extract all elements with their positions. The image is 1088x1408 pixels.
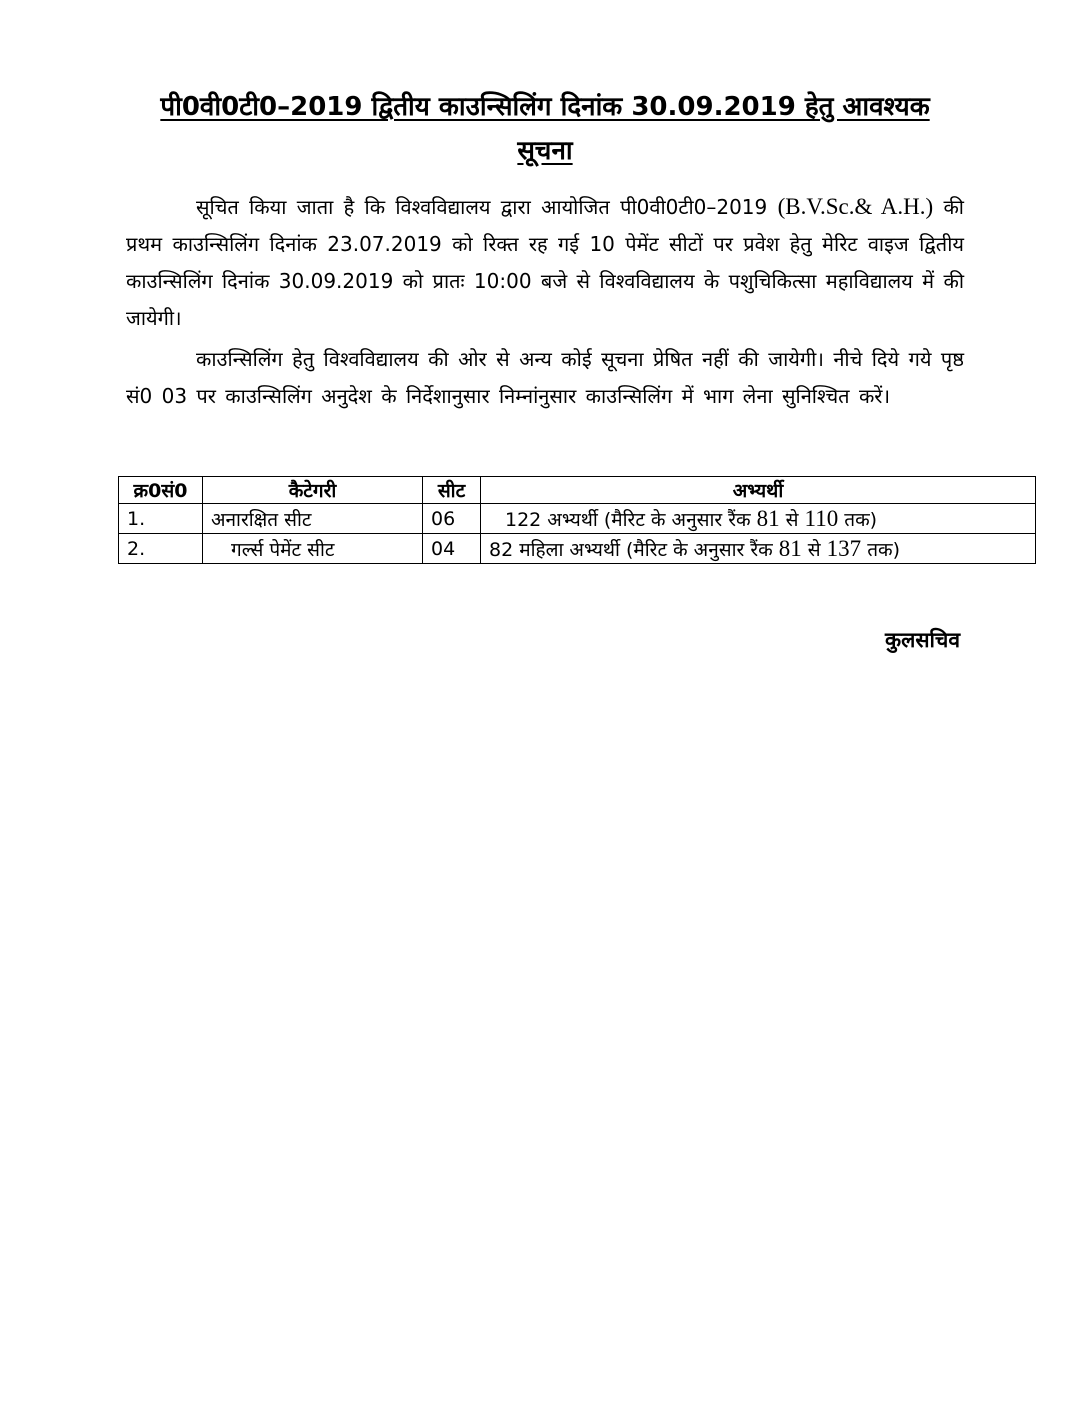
cell-seats: 06	[423, 504, 481, 534]
notice-title: पी0वी0टी0–2019 द्वितीय काउन्सिलिंग दिनांक 30.09.2019 हेतु आवश्यक	[160, 92, 930, 122]
paragraph-1-rest: की प्रथम काउन्सिलिंग दिनांक 23.07.2019 को रिक्त रह गई 10 पेमेंट सीटों पर प्रवेश हेतु मेरिट वाइज द्वितीय काउन्सिलिंग दिनांक 30.09.2019 को प्रातः 10:00 बजे से विश्वविद्यालय के पशुचिकित्सा महाविद्यालय में की जायेगी।	[126, 195, 965, 330]
cell-serial-no: 1.	[119, 504, 203, 534]
course-name: (B.V.Sc.& A.H.)	[777, 194, 934, 219]
notice-title-continued: सूचना	[517, 136, 573, 166]
rank-to: 110	[804, 505, 839, 531]
cell-candidates	[481, 504, 1036, 534]
header-candidates: अभ्यर्थी	[481, 477, 1036, 504]
rank-mid: से	[779, 508, 805, 531]
candidates-suffix: तक)	[838, 508, 878, 531]
rank-to: 137	[826, 535, 862, 561]
candidates-prefix: 82 महिला अभ्यर्थी (मैरिट के अनुसार रैंक	[489, 538, 779, 561]
paragraph-1-start: सूचित किया जाता है कि विश्वविद्यालय द्वारा आयोजित पी0वी0टी0–2019	[196, 195, 768, 219]
cell-category: अनारक्षित सीट	[203, 504, 423, 534]
signatory-title: कुलसचिव	[884, 628, 960, 652]
header-category: कैटेगरी	[203, 477, 423, 504]
rank-mid: से	[801, 538, 827, 561]
notice-paragraph-2: काउन्सिलिंग हेतु विश्वविद्यालय की ओर से अन्य कोई सूचना प्रेषित नहीं की जायेगी। नीचे दिये गये पृष्ठ सं0 03 पर काउन्सिलिंग अनुदेश के निर्देशानुसार निम्नांनुसार काउन्सिलिंग में भाग लेना सुनिश्चित करें।	[126, 347, 964, 408]
rank-from: 81	[756, 505, 780, 531]
table-row	[119, 534, 1036, 564]
cell-seats: 04	[423, 534, 481, 564]
notice-paragraph-1	[126, 188, 964, 337]
cell-serial-no: 2.	[119, 534, 203, 564]
seat-table	[118, 476, 1036, 564]
rank-from: 81	[778, 535, 802, 561]
header-seats: सीट	[423, 477, 481, 504]
cell-category: गर्ल्स पेमेंट सीट	[203, 534, 423, 564]
header-serial-no: क्र0सं0	[119, 477, 203, 504]
candidates-prefix: 122 अभ्यर्थी (मैरिट के अनुसार रैंक	[505, 508, 757, 531]
candidates-suffix: तक)	[861, 538, 901, 561]
cell-candidates	[481, 534, 1036, 564]
table-row	[119, 504, 1036, 534]
table-header-row	[119, 477, 1036, 504]
